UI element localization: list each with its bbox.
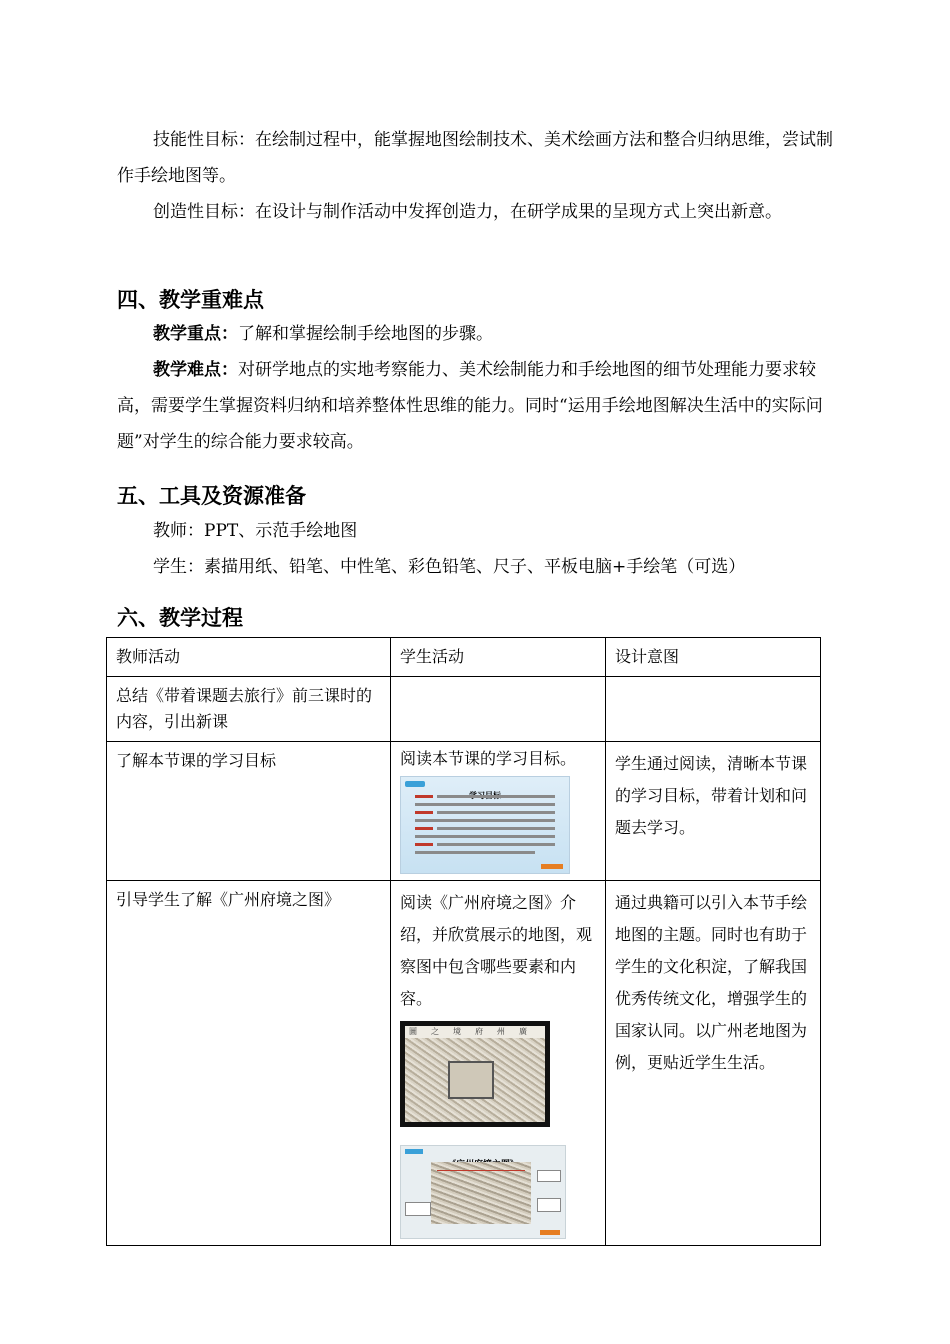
row3-student (391, 881, 606, 1246)
creative-goal-paragraph (117, 194, 837, 230)
slide-line (437, 843, 555, 846)
slide-footer-logo (541, 864, 563, 869)
slide2-callout (537, 1198, 561, 1212)
row1-design (606, 677, 821, 742)
key-point-label: 教学重点： (153, 324, 238, 344)
slide-line (415, 811, 433, 814)
row2-teacher: 了解本节课的学习目标 (107, 742, 391, 881)
slide-line (415, 827, 433, 830)
skill-goal-label: 技能性目标： (153, 130, 255, 150)
row2-design: 学生通过阅读，清晰本节课的学习目标，带着计划和问题去学习。 (606, 742, 821, 881)
slide-line (415, 843, 433, 846)
creative-goal-label: 创造性目标： (153, 202, 255, 222)
guangzhou-map-image (400, 1021, 550, 1127)
row2-student (391, 742, 606, 881)
difficulty-label: 教学难点： (153, 360, 238, 380)
slide-line (437, 795, 555, 798)
slide-line (415, 795, 433, 798)
difficulty-paragraph (117, 352, 837, 460)
row3-teacher: 引导学生了解《广州府境之图》 (107, 881, 391, 1246)
slide-footer-logo (540, 1230, 560, 1235)
slide2-callout (537, 1170, 561, 1182)
slide-line (415, 803, 555, 806)
header-design-intent: 设计意图 (606, 638, 821, 677)
slide-line (415, 819, 555, 822)
row3-design: 通过典籍可以引入本节手绘地图的主题。同时也有助于学生的文化积淀，了解我国优秀传统文化，增强学生的国家认同。以广州老地图为例，更贴近学生生活。 (606, 881, 821, 1246)
section4-heading: 四、教学重难点 (117, 288, 264, 312)
learning-goals-slide-image (400, 776, 570, 874)
map-caption: 圖之境府州廣 (405, 1026, 545, 1038)
student-resources: 学生：素描用纸、铅笔、中性笔、彩色铅笔、尺子、平板电脑+手绘笔（可选） (153, 557, 746, 577)
header-teacher-activity: 教师活动 (107, 638, 391, 677)
header-student-activity: 学生活动 (391, 638, 606, 677)
slide2-annotation-line (437, 1170, 525, 1171)
creative-goal-text: 在设计与制作活动中发挥创造力，在研学成果的呈现方式上突出新意。 (255, 202, 782, 222)
row2-student-text: 阅读本节课的学习目标。 (400, 749, 577, 768)
key-point-text: 了解和掌握绘制手绘地图的步骤。 (238, 324, 493, 344)
slide2-callout (405, 1202, 431, 1216)
row1-student (391, 677, 606, 742)
difficulty-text: 对研学地点的实地考察能力、美术绘制能力和手绘地图的细节处理能力要求较高，需要学生掌握资料归纳和培养整体性思维的能力。同时“运用手绘地图解决生活中的实际问题”对学生的综合能力要求较高。 (117, 360, 823, 452)
slide-line (437, 811, 555, 814)
teacher-resources: 教师：PPT、示范手绘地图 (153, 521, 358, 541)
guangzhou-map-slide-image (400, 1145, 566, 1239)
row1-teacher: 总结《带着课题去旅行》前三课时的内容，引出新课 (107, 677, 391, 742)
slide-line (415, 851, 535, 854)
table-row (107, 881, 821, 1246)
key-point-paragraph (117, 316, 837, 352)
slide-line (415, 835, 555, 838)
table-row (107, 742, 821, 881)
skill-goal-text: 在绘制过程中，能掌握地图绘制技术、美术绘画方法和整合归纳思维，尝试制作手绘地图等。 (117, 130, 833, 186)
table-row (107, 677, 821, 742)
skill-goal-paragraph (117, 122, 837, 194)
slide2-map (431, 1162, 531, 1224)
row3-student-text: 阅读《广州府境之图》介绍，并欣赏展示的地图，观察图中包含哪些要素和内容。 (400, 893, 593, 1008)
teaching-process-table (106, 637, 821, 1246)
section5-heading: 五、工具及资源准备 (117, 484, 306, 508)
section6-heading: 六、教学过程 (117, 606, 243, 630)
map-city-wall (448, 1061, 494, 1099)
slide-line (437, 827, 555, 830)
table-header-row (107, 638, 821, 677)
